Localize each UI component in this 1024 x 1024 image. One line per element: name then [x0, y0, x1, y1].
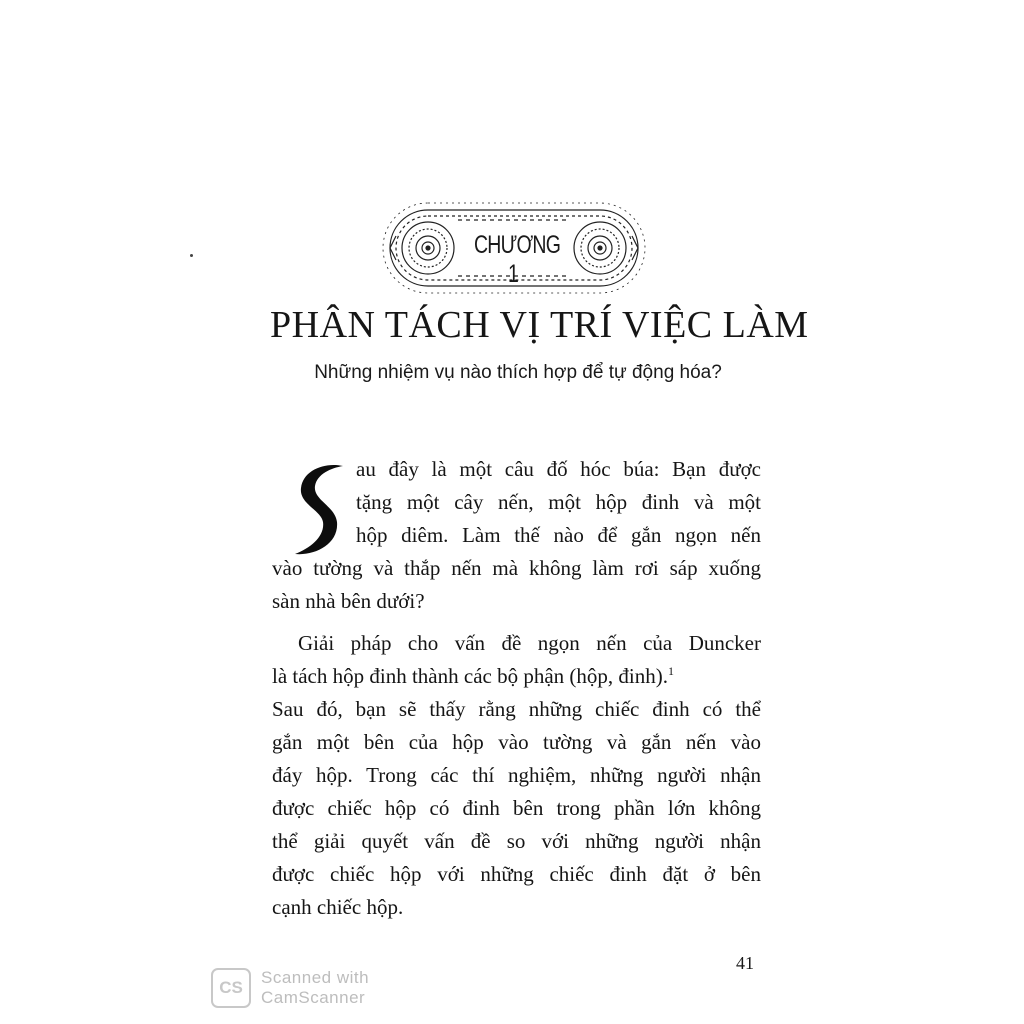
paragraph-line: tặng một cây nến, một hộp đinh và một	[356, 490, 761, 514]
paragraph-line: được chiếc hộp với những chiếc đinh đặt ở bên	[272, 862, 761, 886]
footnote-ref[interactable]: 1	[667, 664, 674, 678]
paragraph-line: được chiếc hộp có đinh bên trong phần lớn không	[272, 796, 761, 820]
paragraph-line-with-footnote	[272, 663, 761, 689]
camscanner-watermark	[209, 966, 389, 1012]
paragraph-line: cạnh chiếc hộp.	[272, 895, 404, 919]
paragraph-line: au đây là một câu đố hóc búa: Bạn được	[356, 457, 761, 481]
paragraph-line: đáy hộp. Trong các thí nghiệm, những người nhận	[272, 763, 761, 787]
paragraph-line: vào tường và thắp nến mà không làm rơi sáp xuống	[272, 556, 761, 580]
chapter-subtitle: Những nhiệm vụ nào thích hợp để tự động hóa?	[314, 362, 722, 383]
page-number: 41	[736, 953, 754, 973]
paragraph-line: Giải pháp cho vấn đề ngọn nến của Duncker	[298, 631, 761, 655]
dropcap-text: S	[285, 447, 294, 464]
watermark-line-1: Scanned with	[261, 968, 370, 987]
watermark-line-2: CamScanner	[261, 988, 366, 1007]
paragraph-line: hộp diêm. Làm thế nào để gắn ngọn nến	[356, 523, 761, 547]
paragraph-line: sàn nhà bên dưới?	[272, 589, 425, 613]
paragraph-line: gắn một bên của hộp vào tường và gắn nến vào	[272, 730, 761, 754]
paragraph-line: là tách hộp đinh thành các bộ phận (hộp, đinh).	[272, 664, 668, 688]
paragraph-line: Sau đó, bạn sẽ thấy rằng những chiếc đinh có thể	[272, 697, 761, 721]
dropcap-letter	[285, 447, 355, 560]
camscanner-logo-icon: CS	[211, 968, 251, 1008]
chapter-title: PHÂN TÁCH VỊ TRÍ VIỆC LÀM	[270, 304, 809, 346]
watermark-text	[261, 968, 369, 1008]
scan-speck	[190, 254, 193, 257]
chapter-label: CHƯƠNG 1	[474, 231, 561, 288]
paragraph-line: thể giải quyết vấn đề so với những người nhận	[272, 829, 761, 853]
